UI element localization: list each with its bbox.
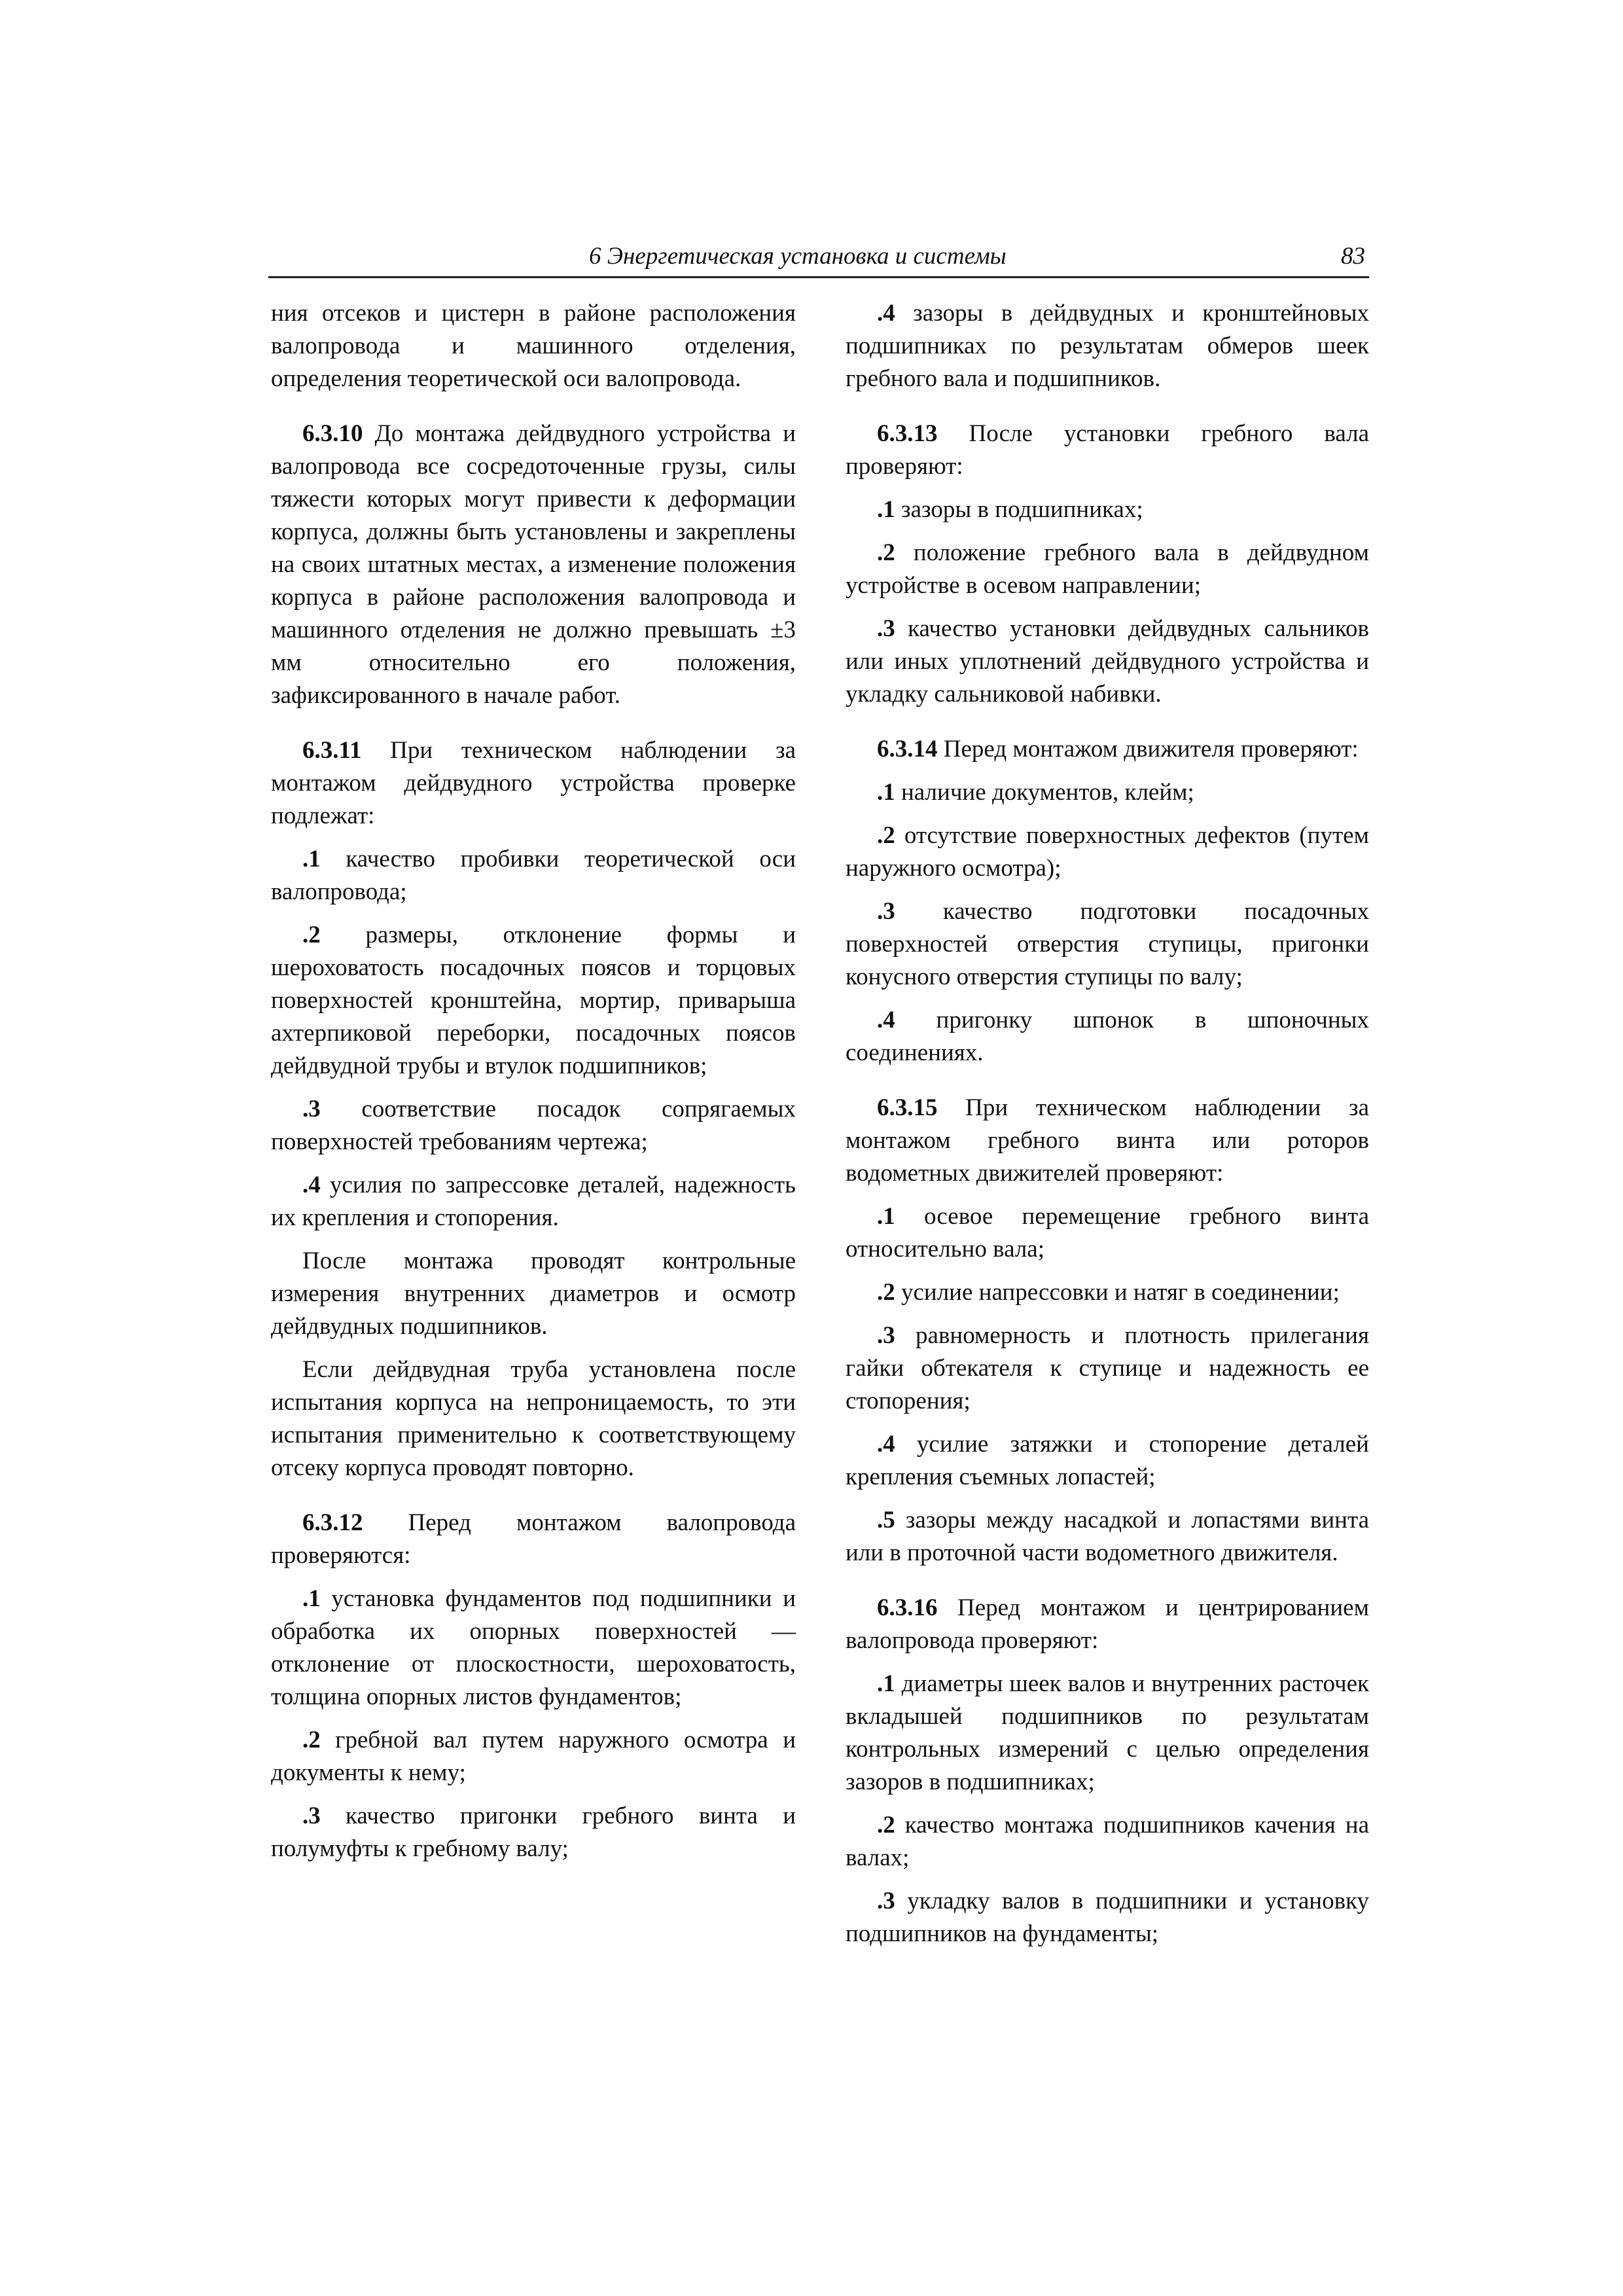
item-text: усилия по запрессовке деталей, надежность их крепления и стопорения. — [271, 1172, 796, 1231]
item-number: .4 — [302, 1172, 321, 1198]
item-number: .2 — [302, 922, 321, 948]
item-text: усилие затяжки и стопорение деталей крепления съемных лопастей; — [846, 1431, 1369, 1490]
item-number: .1 — [302, 846, 321, 872]
list-item — [846, 1668, 1369, 1799]
list-item — [271, 843, 796, 908]
list-item — [271, 1093, 796, 1158]
item-text: качество пробивки теоретической оси валопровода; — [271, 846, 796, 905]
paragraph-continued — [271, 297, 796, 395]
item-number: .4 — [877, 1007, 895, 1033]
clause-number: 6.3.13 — [877, 420, 938, 447]
clause-text: Перед монтажом валопровода проверяются: — [271, 1509, 796, 1569]
list-item — [846, 493, 1369, 526]
list-item — [271, 1800, 796, 1865]
item-text: отсутствие поверхностных дефектов (путем наружного осмотра); — [846, 822, 1369, 882]
item-number: .4 — [877, 1431, 895, 1458]
paragraph-text: После монтажа проводят контрольные измерения внутренних диаметров и осмотр дейдвудных подшипников. — [271, 1247, 796, 1340]
list-item — [846, 1504, 1369, 1570]
clause-6-3-11 — [271, 734, 796, 833]
paragraph-text: ния отсеков и цистерн в районе расположения валопровода и машинного отделения, определения теоретической оси валопровода. — [271, 300, 796, 392]
clause-text: При техническом наблюдении за монтажом дейдвудного устройства проверке подлежат: — [271, 737, 796, 829]
item-text: усилие напрессовки и натяг в соединении; — [895, 1279, 1340, 1306]
item-text: осевое перемещение гребного винта относительно вала; — [846, 1203, 1369, 1263]
item-text: установка фундаментов под подшипники и обработка их опорных поверхностей — отклонение от плоскостности, шероховатость, толщина опорных листов фундаментов; — [271, 1585, 796, 1710]
clause-text: При техническом наблюдении за монтажом гребного винта или роторов водометных движителей проверяют: — [846, 1094, 1369, 1187]
list-item — [846, 819, 1369, 885]
item-text: равномерность и плотность прилегания гайки обтекателя к ступице и надежность ее стопорения; — [846, 1322, 1369, 1414]
clause-6-3-16 — [846, 1592, 1369, 1657]
clause-text: Перед монтажом и центрированием валопровода проверяют: — [846, 1594, 1369, 1654]
left-column — [271, 297, 796, 1876]
clause-number: 6.3.15 — [877, 1094, 938, 1121]
list-item — [846, 1004, 1369, 1069]
item-text: укладку валов в подшипники и установку подшипников на фундаменты; — [846, 1888, 1369, 1947]
item-number: .1 — [877, 1203, 895, 1230]
list-item — [846, 537, 1369, 602]
list-item — [846, 1276, 1369, 1309]
item-text: наличие документов, клейм; — [895, 779, 1194, 806]
item-number: .1 — [877, 779, 895, 806]
item-number: .2 — [877, 1812, 895, 1839]
clause-text: До монтажа дейдвудного устройства и валопровода все сосредоточенные грузы, силы тяжести которых могут привести к деформации корпуса, должны быть установлены и закреплены на своих штатных местах, а изменение положения корпуса в районе расположения валопровода и машинного отделения не должно превышать ±3 мм относительно его положения, зафиксированного в начале работ. — [271, 420, 796, 709]
item-number: .2 — [302, 1727, 321, 1753]
clause-number: 6.3.12 — [302, 1509, 363, 1536]
list-item — [846, 613, 1369, 711]
item-number: .3 — [877, 1322, 895, 1349]
item-text: качество пригонки гребного винта и полумуфты к гребному валу; — [271, 1803, 796, 1862]
running-header — [268, 237, 1369, 278]
clause-6-3-10 — [271, 418, 796, 712]
item-number: .3 — [877, 615, 895, 642]
list-item — [846, 297, 1369, 395]
item-text: диаметры шеек валов и внутренних расточек вкладышей подшипников по результатам контрольных измерений с целью определения зазоров в подшипниках; — [846, 1670, 1369, 1795]
item-text: положение гребного вала в дейдвудном устройстве в осевом направлении; — [846, 539, 1369, 599]
list-item — [846, 1809, 1369, 1874]
clause-text: После установки гребного вала проверяют: — [846, 420, 1369, 480]
item-text: качество установки дейдвудных сальников или иных уплотнений дейдвудного устройства и укладку сальниковой набивки. — [846, 615, 1369, 708]
list-item — [846, 1319, 1369, 1418]
item-text: пригонку шпонок в шпоночных соединениях. — [846, 1007, 1369, 1066]
clause-number: 6.3.16 — [877, 1594, 938, 1621]
list-item — [846, 1200, 1369, 1266]
item-number: .3 — [877, 898, 895, 925]
item-number: .3 — [877, 1888, 895, 1914]
item-text: зазоры в подшипниках; — [895, 496, 1143, 523]
item-text: гребной вал путем наружного осмотра и документы к нему; — [271, 1727, 796, 1786]
item-text: зазоры в дейдвудных и кронштейновых подшипниках по результатам обмеров шеек гребного вала и подшипников. — [846, 300, 1369, 392]
list-item — [846, 1428, 1369, 1494]
list-item — [846, 895, 1369, 994]
clause-number: 6.3.11 — [302, 737, 362, 764]
item-text: соответствие посадок сопрягаемых поверхностей требованиям чертежа; — [271, 1096, 796, 1155]
list-item — [846, 1885, 1369, 1950]
list-item — [271, 919, 796, 1083]
item-text: размеры, отклонение формы и шероховатость посадочных поясов и торцовых поверхностей кронштейна, мортир, приварыша ахтерпиковой переборки, посадочных поясов дейдвудной трубы и втулок подшипников; — [271, 922, 796, 1079]
item-text: качество монтажа подшипников качения на валах; — [846, 1812, 1369, 1871]
clause-number: 6.3.14 — [877, 736, 938, 762]
item-number: .1 — [877, 496, 895, 523]
item-text: качество подготовки посадочных поверхностей отверстия ступицы, пригонки конусного отверстия ступицы по валу; — [846, 898, 1369, 990]
right-column — [846, 297, 1369, 1961]
list-item — [271, 1583, 796, 1713]
item-number: .5 — [877, 1507, 895, 1534]
item-number: .3 — [302, 1096, 321, 1122]
list-item — [271, 1724, 796, 1789]
item-number: .2 — [877, 822, 895, 849]
clause-number: 6.3.10 — [302, 420, 363, 447]
list-item — [271, 1169, 796, 1234]
paragraph — [271, 1245, 796, 1343]
header-title: 6 Энергетическая установка и системы — [589, 243, 1007, 270]
clause-text: Перед монтажом движителя проверяют: — [937, 736, 1359, 762]
item-number: .1 — [302, 1585, 321, 1612]
item-number: .2 — [877, 539, 895, 566]
clause-6-3-15 — [846, 1092, 1369, 1190]
list-item — [846, 776, 1369, 809]
paragraph-text: Если дейдвудная труба установлена после испытания корпуса на непроницаемость, то эти испытания применительно к соответствующему отсеку корпуса проводят повторно. — [271, 1356, 796, 1481]
item-number: .2 — [877, 1279, 895, 1306]
item-number: .3 — [302, 1803, 321, 1829]
clause-6-3-14 — [846, 733, 1369, 766]
item-number: .4 — [877, 300, 895, 327]
item-number: .1 — [877, 1670, 895, 1697]
item-text: зазоры между насадкой и лопастями винта или в проточной части водометного движителя. — [846, 1507, 1369, 1566]
page-number: 83 — [1341, 243, 1365, 270]
clause-6-3-13 — [846, 418, 1369, 483]
paragraph — [271, 1354, 796, 1484]
clause-6-3-12 — [271, 1507, 796, 1572]
